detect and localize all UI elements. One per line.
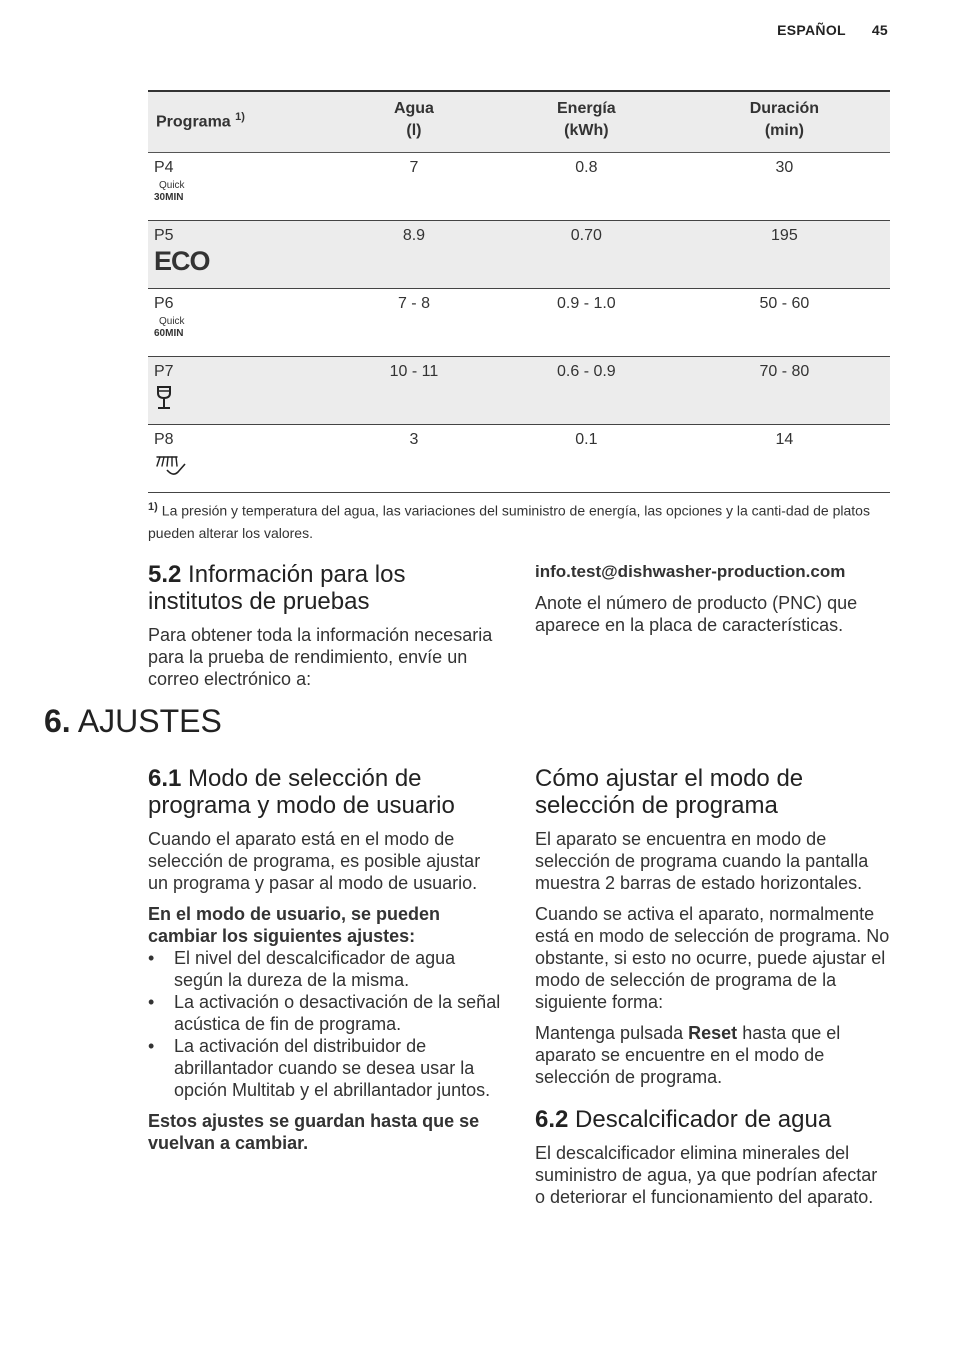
col-header-agua: Agua (l) xyxy=(334,91,494,153)
program-cell xyxy=(148,357,334,425)
agua-cell: 7 - 8 xyxy=(334,289,494,357)
page-number: 45 xyxy=(871,22,888,38)
energia-cell: 0.1 xyxy=(494,425,679,493)
program-code: P8 xyxy=(154,431,174,448)
paragraph: El descalcificador elimina minerales del suministro de agua, ya que podrían afectar o deteriorar el funcionamiento del aparato. xyxy=(535,1143,878,1207)
program-code: P4 xyxy=(154,159,174,176)
header-language: ESPAÑOL xyxy=(777,22,846,38)
duracion-cell: 195 xyxy=(679,221,890,289)
chapter-title: 6. AJUSTES xyxy=(44,703,222,739)
list-item: • El nivel del descalcificador de agua según la dureza de la misma. xyxy=(148,947,504,991)
program-cell xyxy=(148,425,334,493)
quick-60min-icon: Quick 60MIN xyxy=(154,316,185,339)
col-header-energia: Energía (kWh) xyxy=(494,91,679,153)
footnote-mark: 1) xyxy=(148,501,158,513)
section-title: 6.2 Descalcificador de agua xyxy=(535,1106,832,1133)
program-cell xyxy=(148,221,334,289)
section-6-1 xyxy=(148,765,504,1163)
list-item: • La activación del distribuidor de abrillantador cuando se desea usar la opción Multitab y el abrillantador juntos. xyxy=(148,1035,504,1101)
table-row xyxy=(148,153,890,221)
paragraph: Mantenga pulsada Reset hasta que el aparato se encuentre en el modo de selección de programa. xyxy=(535,1023,841,1087)
program-code: P5 xyxy=(154,227,174,244)
program-code: P6 xyxy=(154,295,174,312)
col-header-programa: Programa $^{1)}$ xyxy=(148,91,334,153)
running-header xyxy=(777,22,888,38)
table-row xyxy=(148,289,890,357)
energia-cell: 0.9 - 1.0 xyxy=(494,289,679,357)
section-howto xyxy=(535,765,891,1217)
agua-cell: 7 xyxy=(334,153,494,221)
program-cell xyxy=(148,289,334,357)
paragraph: Anote el número de producto (PNC) que aparece en la placa de características. xyxy=(535,593,858,635)
paragraph: Cuando el aparato está en el modo de selección de programa, es posible ajustar un programa y pasar al modo de usuario. xyxy=(148,829,481,893)
section-title: 5.2 Información para los institutos de pruebas xyxy=(148,561,406,615)
col-header-duracion: Duración (min) xyxy=(679,91,890,153)
quick-30min-icon: Quick 30MIN xyxy=(154,180,185,203)
wine-glass-icon xyxy=(155,385,173,411)
duracion-cell: 30 xyxy=(679,153,890,221)
paragraph: Cuando se activa el aparato, normalmente está en modo de selección de programa. No obstante, si esto no ocurre, puede ajustar el modo de selección de programa de la siguiente forma: xyxy=(535,904,890,1012)
duracion-cell: 70 - 80 xyxy=(679,357,890,425)
eco-icon: ECO xyxy=(154,246,210,276)
energia-cell: 0.70 xyxy=(494,221,679,289)
program-code: P7 xyxy=(154,363,174,380)
closing-note: Estos ajustes se guardan hasta que se vuelvan a cambiar. xyxy=(148,1111,480,1153)
email-address: info.test@dishwasher-production.com xyxy=(535,562,846,581)
paragraph: El aparato se encuentra en modo de selección de programa cuando la pantalla muestra 2 barras de estado horizontales. xyxy=(535,829,869,893)
settings-list xyxy=(148,947,504,1101)
list-lead: En el modo de usuario, se pueden cambiar los siguientes ajustes: xyxy=(148,904,441,946)
table-row xyxy=(148,425,890,493)
footnote-text: La presión y temperatura del agua, las variaciones del suministro de energía, las opciones y la canti-dad de platos pueden alterar los valores. xyxy=(148,502,870,541)
program-table xyxy=(148,90,890,493)
energia-cell: 0.6 - 0.9 xyxy=(494,357,679,425)
list-item: • La activación o desactivación de la señal acústica de fin de programa. xyxy=(148,991,504,1035)
agua-cell: 8.9 xyxy=(334,221,494,289)
paragraph: Para obtener toda la información necesaria para la prueba de rendimiento, envíe un correo electrónico a: xyxy=(148,625,493,689)
energia-cell: 0.8 xyxy=(494,153,679,221)
agua-cell: 10 - 11 xyxy=(334,357,494,425)
program-cell xyxy=(148,153,334,221)
agua-cell: 3 xyxy=(334,425,494,493)
table-footnote xyxy=(148,496,888,544)
section-title: 6.1 Modo de selección de programa y modo de usuario xyxy=(148,765,455,819)
table-header-row xyxy=(148,91,890,153)
section-title: Cómo ajustar el modo de selección de programa xyxy=(535,765,804,819)
section-5-2 xyxy=(148,561,504,699)
table-row xyxy=(148,357,890,425)
table-row xyxy=(148,221,890,289)
prewash-spray-icon xyxy=(154,453,188,479)
reset-button-label: Reset xyxy=(688,1023,738,1043)
duracion-cell: 14 xyxy=(679,425,890,493)
section-5-2-contact xyxy=(535,561,891,645)
duracion-cell: 50 - 60 xyxy=(679,289,890,357)
